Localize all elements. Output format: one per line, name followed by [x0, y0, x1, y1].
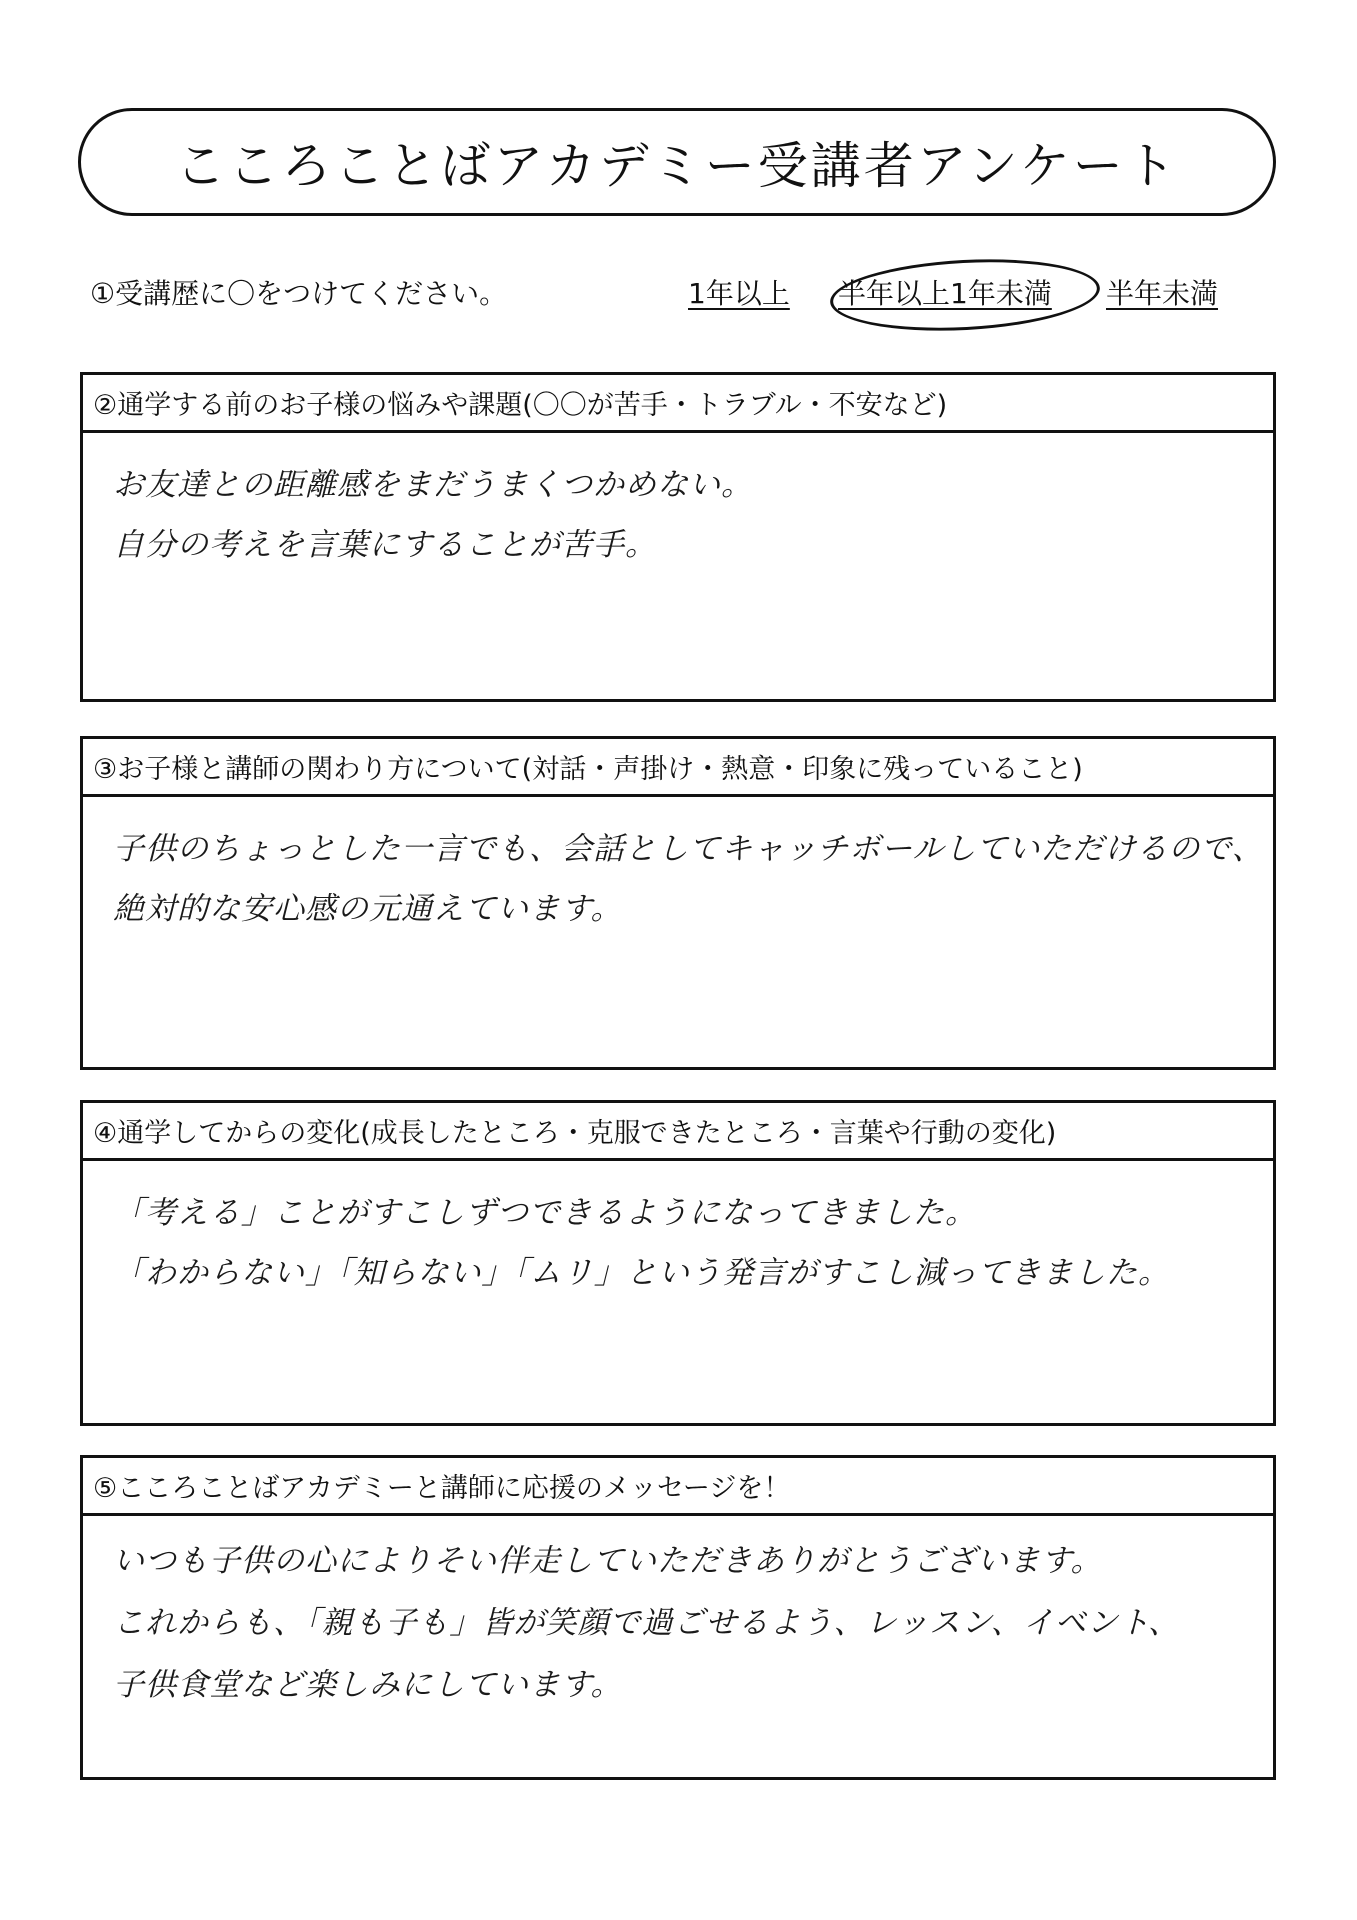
option-half-to-one-year[interactable]: 半年以上1年未満 — [838, 277, 1052, 310]
answer-area[interactable] — [83, 433, 1273, 575]
option-under-half-year[interactable]: 半年未満 — [1106, 277, 1219, 310]
answer-line: 「考える」ことがすこしずつできるようになってきました。 — [113, 1195, 977, 1231]
section-changes-after — [80, 1100, 1276, 1426]
answer-line: 絶対的な安心感の元通えています。 — [113, 891, 623, 927]
section-header: ④通学してからの変化(成長したところ・克服できたところ・言葉や行動の変化) — [83, 1103, 1273, 1161]
answer-area[interactable] — [83, 797, 1273, 939]
answer-line: お友達との距離感をまだうまくつかめない。 — [113, 467, 753, 503]
enrollment-history-row — [90, 268, 1270, 316]
enrollment-history-question: ①受講歴に〇をつけてください。 — [90, 277, 508, 310]
handdrawn-circle-mark — [828, 253, 1101, 337]
answer-line: 子供食堂など楽しみにしています。 — [113, 1667, 623, 1703]
section-header: ③お子様と講師の関わり方について(対話・声掛け・熱意・印象に残っていること) — [83, 739, 1273, 797]
option-over-one-year[interactable]: 1年以上 — [688, 277, 790, 310]
answer-line: これからも、「親も子も」皆が笑顔で過ごせるよう、レッスン、イベント、 — [113, 1605, 1180, 1641]
answer-line: 「わからない」「知らない」「ムリ」という発言がすこし減ってきました。 — [113, 1255, 1170, 1291]
section-concerns-before — [80, 372, 1276, 702]
section-support-message — [80, 1455, 1276, 1780]
title-banner — [78, 108, 1276, 216]
answer-line: 自分の考えを言葉にすることが苦手。 — [113, 527, 657, 563]
answer-area[interactable] — [83, 1161, 1273, 1303]
section-header: ②通学する前のお子様の悩みや課題(〇〇が苦手・トラブル・不安など) — [83, 375, 1273, 433]
section-header: ⑤こころことばアカデミーと講師に応援のメッセージを！ — [83, 1458, 1273, 1516]
answer-line: 子供のちょっとした一言でも、会話としてキャッチボールしていただけるので、 — [113, 831, 1264, 867]
survey-title: こころことばアカデミー受講者アンケート — [175, 137, 1179, 195]
section-teacher-interaction — [80, 736, 1276, 1070]
answer-line: いつも子供の心によりそい伴走していただきありがとうございます。 — [113, 1543, 1103, 1579]
answer-area[interactable] — [83, 1516, 1273, 1716]
